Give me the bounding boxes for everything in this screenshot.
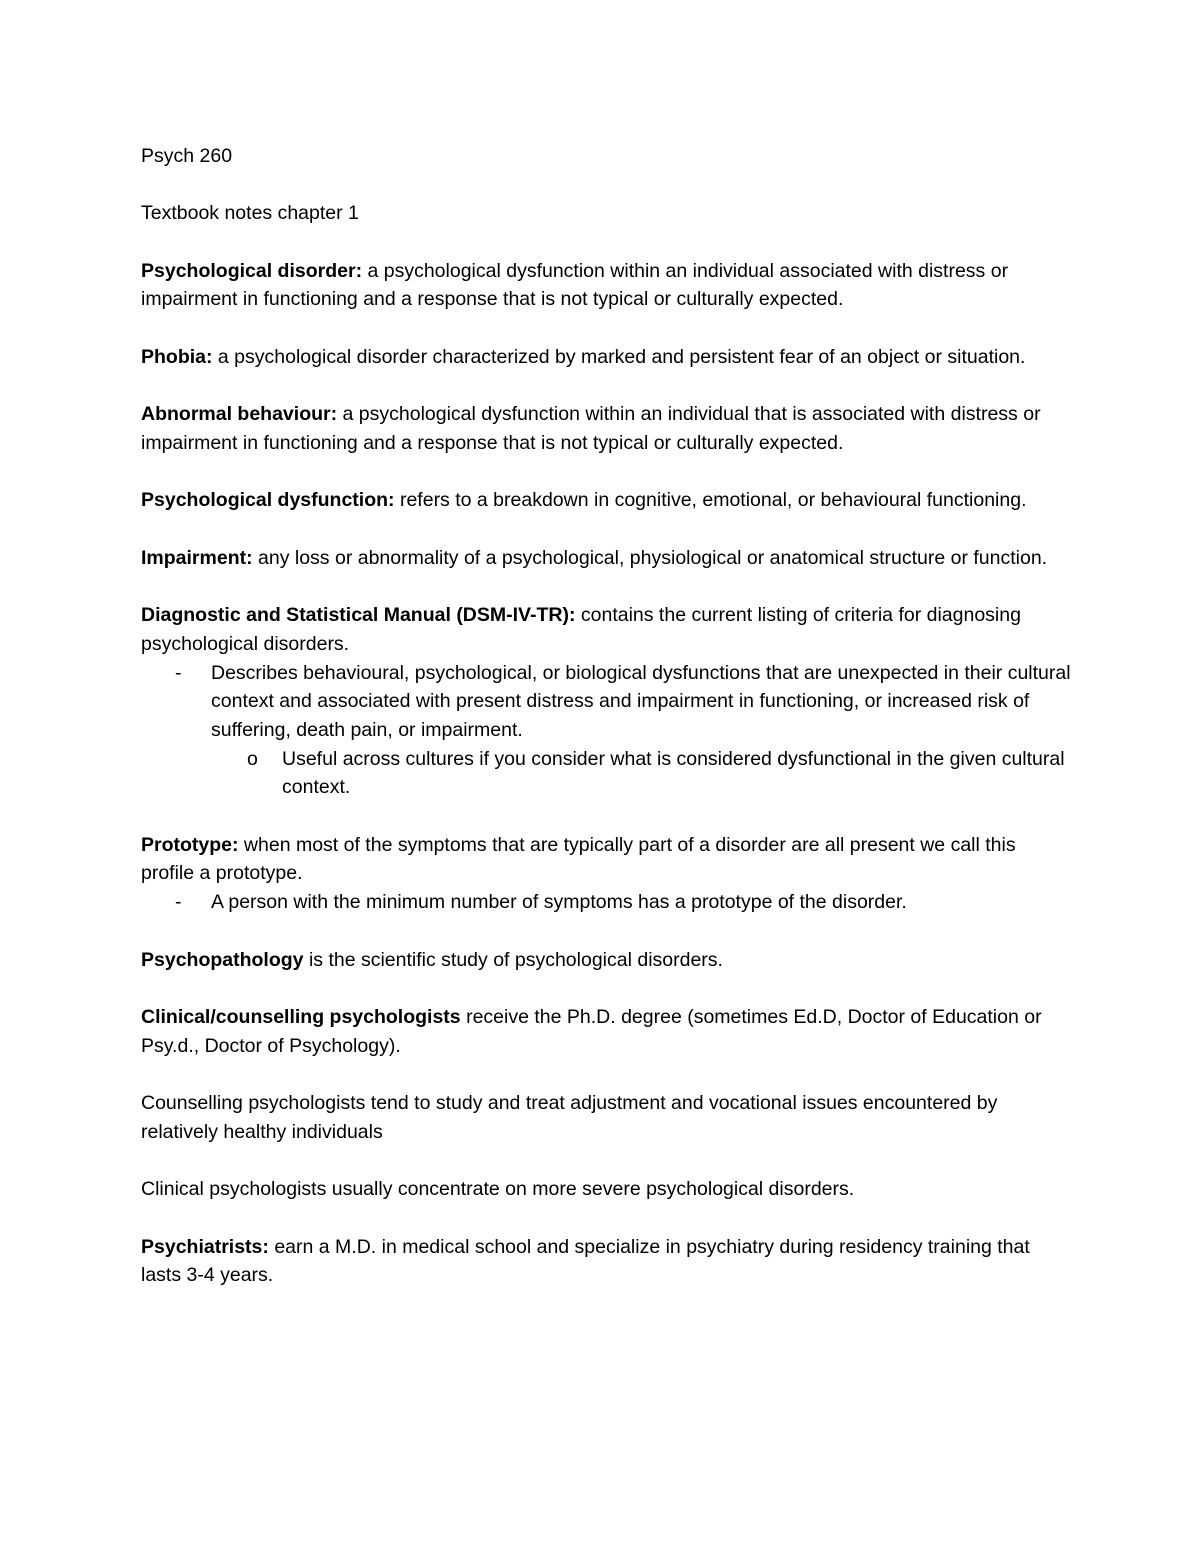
term-label: Psychological disorder: <box>141 259 363 282</box>
entry-psychiatrists <box>141 1233 1071 1290</box>
course-title: Psych 260 <box>141 145 233 167</box>
entry-clinical-counselling <box>141 1003 1071 1060</box>
notes-subtitle: Textbook notes chapter 1 <box>141 202 359 225</box>
term-definition: any loss or abnormality of a psychological, physiological or anatomical structure or function. <box>252 546 1048 569</box>
term-label: Prototype: <box>141 833 239 856</box>
term-label: Psychopathology <box>141 948 304 971</box>
sub-list-item <box>141 745 1071 802</box>
term-definition: a psychological dysfunction within an individual associated with distress or impairment in functioning and a response that is not typical or culturally expected. <box>141 259 1009 311</box>
dsm-definition <box>141 601 1071 658</box>
term-label: Diagnostic and Statistical Manual (DSM-IV-TR): <box>141 604 576 627</box>
entry-dsm <box>141 601 1071 802</box>
term-label: Psychiatrists: <box>141 1235 269 1258</box>
term-label: Abnormal behaviour: <box>141 403 338 426</box>
term-definition: receive the Ph.D. degree (sometimes Ed.D, Doctor of Education or Psy.d., Doctor of Psychology). <box>141 1005 1042 1057</box>
circle-bullet: o <box>247 747 258 770</box>
paragraph-clinical: Clinical psychologists usually concentrate on more severe psychological disorders. <box>141 1178 855 1201</box>
term-definition: a psychological dysfunction within an individual that is associated with distress or impairment in functioning and a response that is not typical or culturally expected. <box>141 403 1041 454</box>
term-label: Psychological dysfunction: <box>141 489 395 512</box>
bullet-text: A person with the minimum number of symptoms has a prototype of the disorder. <box>211 891 907 914</box>
paragraph-counselling: Counselling psychologists tend to study and treat adjustment and vocational issues encountered by relatively healthy individuals <box>141 1092 998 1143</box>
bullet-text: Describes behavioural, psychological, or biological dysfunctions that are unexpected in their cultural context and associated with present distress and impairment in functioning, or increased risk of suffering, death pain, or impairment. <box>211 661 1071 741</box>
entry-impairment <box>141 544 1071 573</box>
term-definition: refers to a breakdown in cognitive, emotional, or behavioural functioning. <box>394 489 1027 512</box>
dash-bullet: - <box>175 661 182 684</box>
term-label: Clinical/counselling psychologists <box>141 1005 461 1028</box>
entry-psychological-disorder <box>141 257 1071 314</box>
prototype-definition <box>141 831 1071 888</box>
document-page <box>141 142 1071 1319</box>
entry-abnormal-behaviour <box>141 400 1071 457</box>
term-definition: when most of the symptoms that are typically part of a disorder are all present we call this profile a prototype. <box>141 833 1016 885</box>
dash-bullet: - <box>175 891 182 914</box>
term-definition: earn a M.D. in medical school and specialize in psychiatry during residency training that lasts 3-4 years. <box>141 1235 1030 1287</box>
entry-psychological-dysfunction <box>141 486 1071 515</box>
term-label: Impairment: <box>141 546 253 569</box>
term-label: Phobia: <box>141 345 213 368</box>
term-definition: is the scientific study of psychological disorders. <box>303 948 723 971</box>
term-definition: a psychological disorder characterized by marked and persistent fear of an object or situation. <box>212 345 1026 368</box>
list-item <box>141 888 1071 917</box>
sub-bullet-text: Useful across cultures if you consider what is considered dysfunctional in the given cultural context. <box>282 747 1065 799</box>
entry-psychopathology <box>141 946 1071 975</box>
list-item <box>141 659 1071 745</box>
entry-phobia <box>141 343 1071 372</box>
entry-prototype <box>141 831 1071 917</box>
term-definition: contains the current listing of criteria for diagnosing psychological disorders. <box>141 604 1021 655</box>
